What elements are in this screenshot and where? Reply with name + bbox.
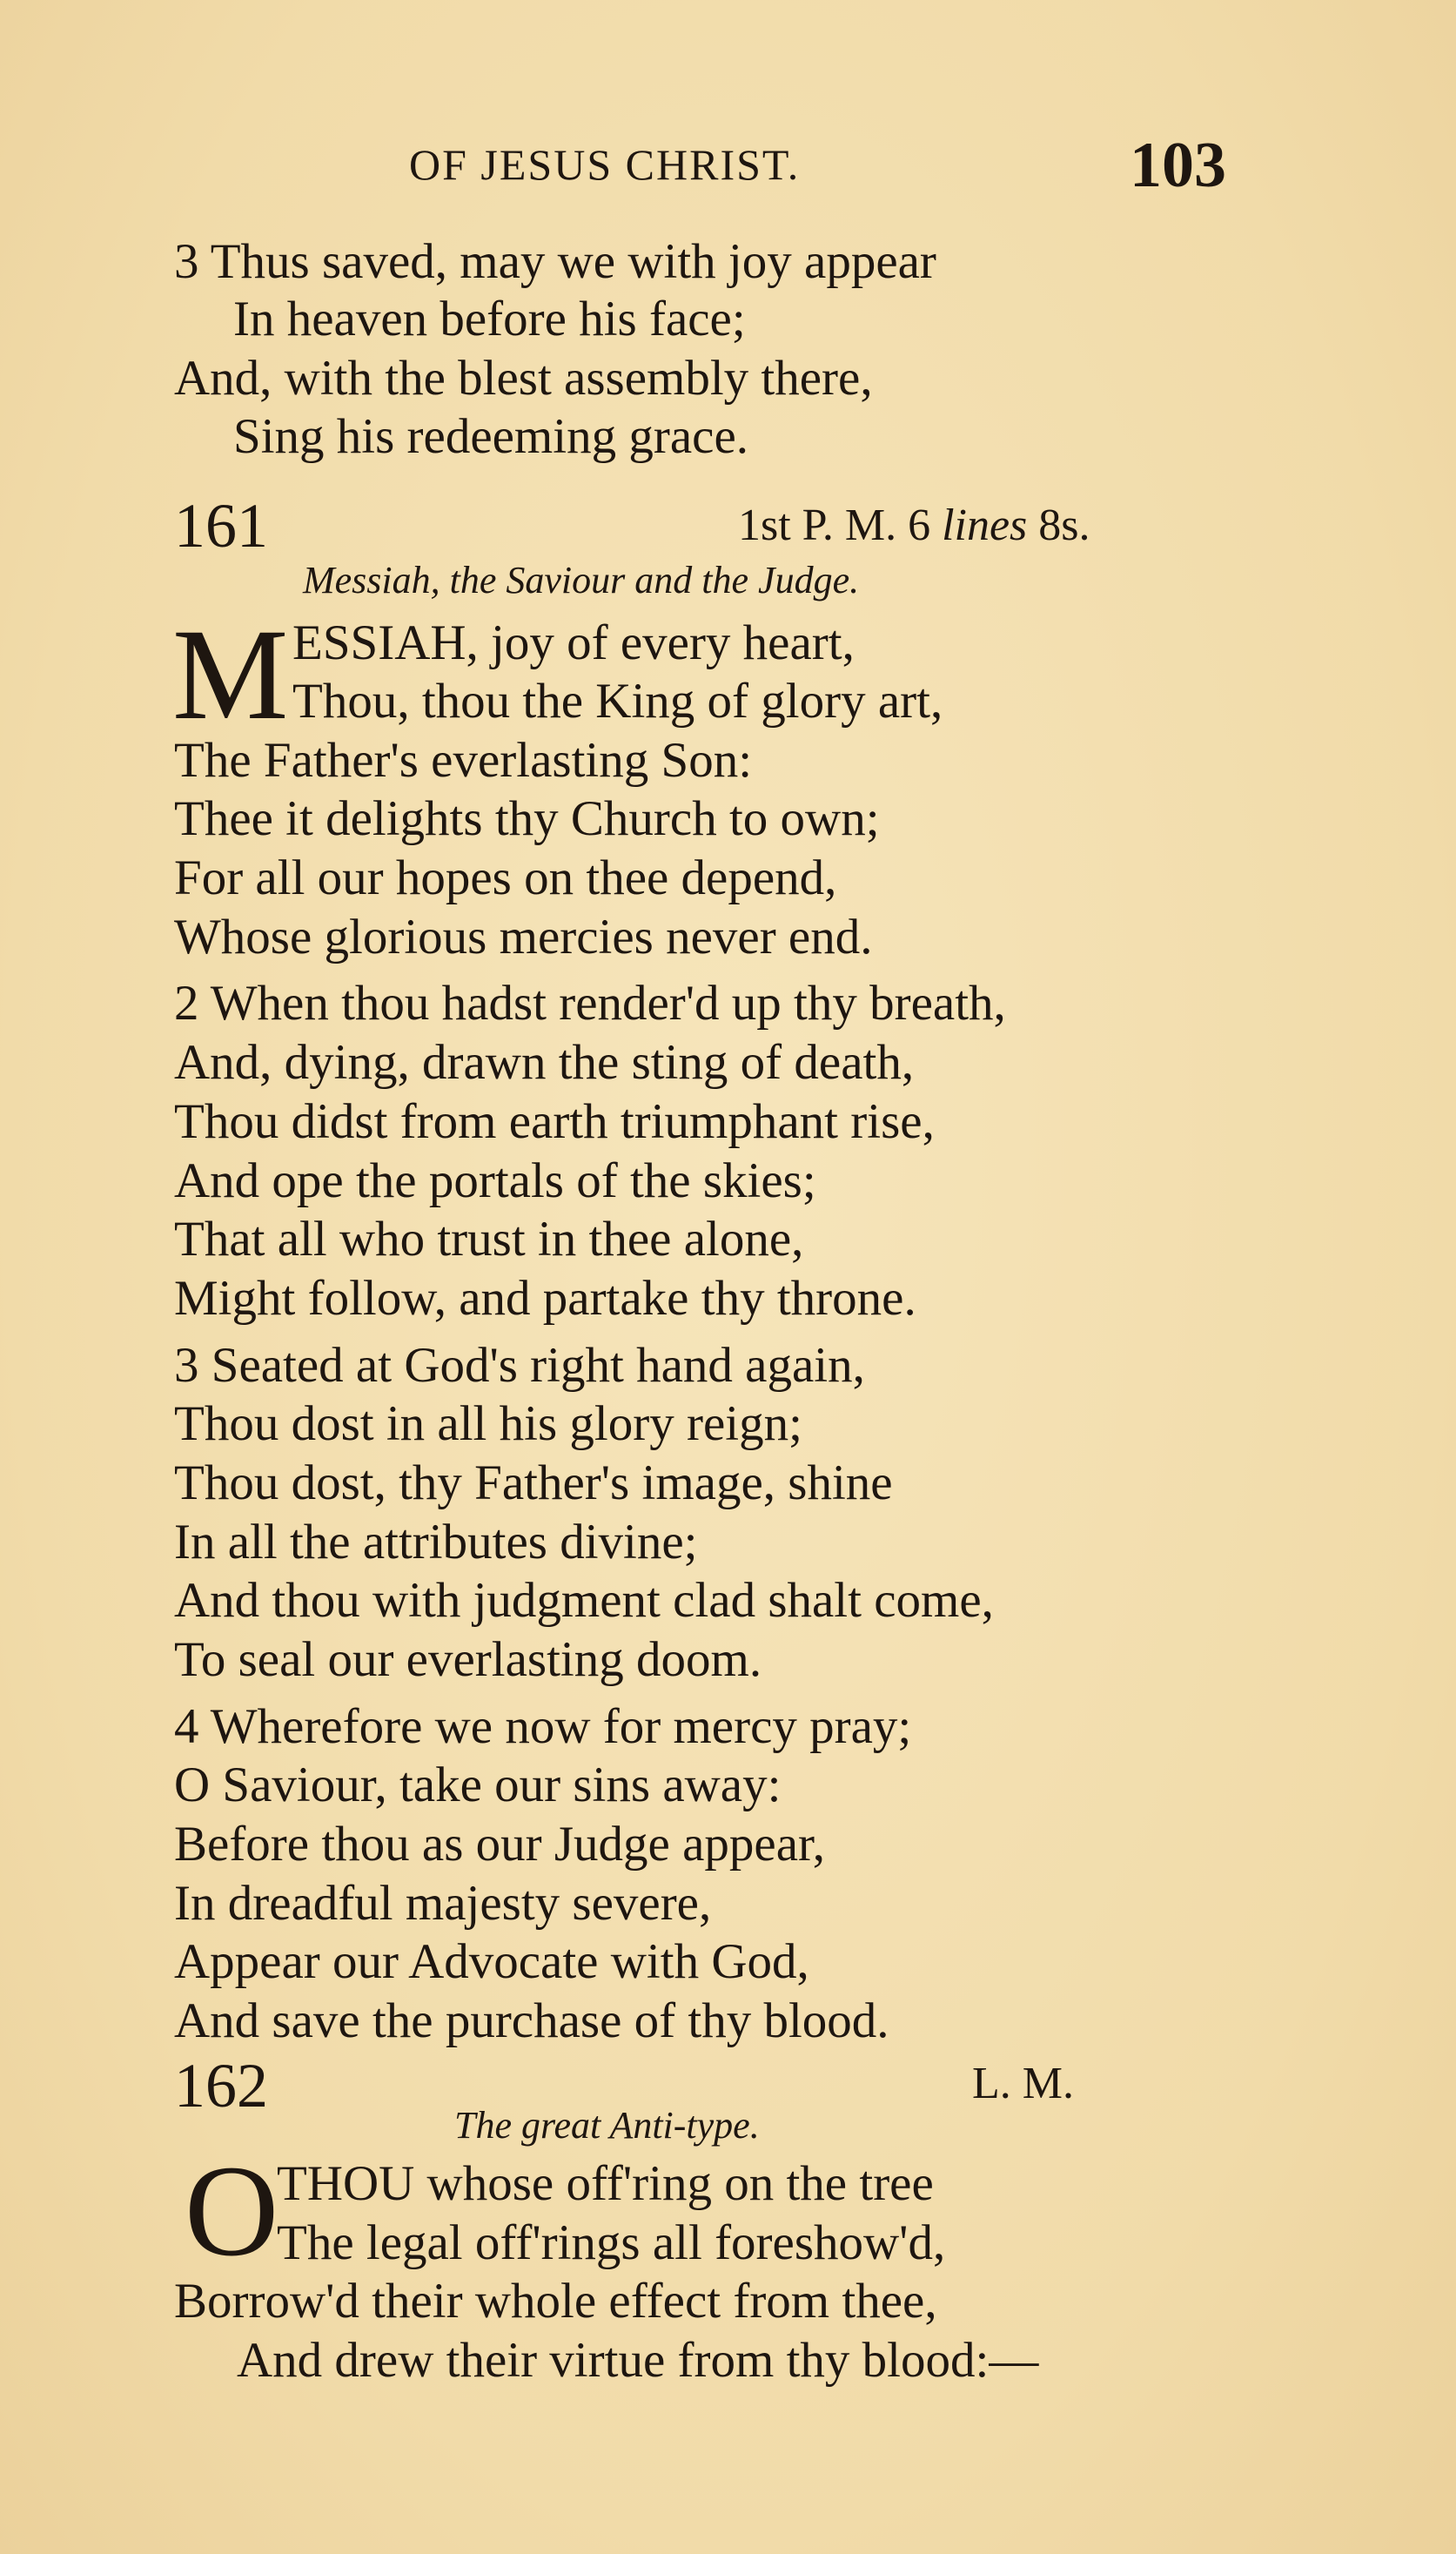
page-number: 103 [1130,130,1226,201]
verse-line: The legal off'rings all foreshow'd, [277,2215,946,2270]
verse-line: 3 Thus saved, may we with joy appear [174,234,936,289]
verse-line: Thee it delights thy Church to own; [174,791,880,846]
verse-line: In all the attributes divine; [174,1515,698,1569]
verse-line: And drew their virtue from thy blood:— [237,2333,1039,2388]
verse-line: Might follow, and partake thy throne. [174,1271,916,1326]
verse-line: 2 When thou hadst render'd up thy breath, [174,976,1006,1031]
hymn-number: 161 [174,491,268,561]
hymn-meter: 1st P. M. 6 lines 8s. [738,501,1090,550]
verse-line: Thou, thou the King of glory art, [292,674,943,729]
verse-line: The Father's everlasting Son: [174,733,753,788]
verse-line: ESSIAH, joy of every heart, [292,615,855,670]
verse-line: And thou with judgment clad shalt come, [174,1573,994,1628]
verse-line: In heaven before his face; [233,292,746,346]
verse-line: Thou dost, thy Father's image, shine [174,1455,893,1510]
verse-line: And ope the portals of the skies; [174,1153,816,1208]
hymn-title: Messiah, the Saviour and the Judge. [303,559,860,602]
verse-line: To seal our everlasting doom. [174,1632,762,1687]
verse-line: Sing his redeeming grace. [233,409,748,464]
verse-line: Thou dost in all his glory reign; [174,1396,802,1451]
drop-cap: O [185,2139,279,2283]
verse-line: 3 Seated at God's right hand again, [174,1338,865,1393]
verse-line: 4 Wherefore we now for mercy pray; [174,1699,912,1754]
verse-line: That all who trust in thee alone, [174,1212,804,1267]
verse-line: In dreadful majesty severe, [174,1876,712,1931]
verse-line: THOU whose off'ring on the tree [277,2156,934,2211]
verse-line: Borrow'd their whole effect from thee, [174,2274,937,2329]
verse-line: Before thou as our Judge appear, [174,1817,825,1872]
verse-line: For all our hopes on thee depend, [174,850,837,905]
hymn-number: 162 [174,2051,268,2120]
verse-line: Thou didst from earth triumphant rise, [174,1094,935,1149]
verse-line: O Saviour, take our sins away: [174,1758,782,1812]
verse-line: Whose glorious mercies never end. [174,910,873,964]
verse-line: And, with the blest assembly there, [174,351,873,406]
hymn-meter: L. M. [972,2059,1074,2108]
hymn-title: The great Anti-type. [454,2104,760,2147]
drop-cap: M [172,602,289,747]
verse-line: And, dying, drawn the sting of death, [174,1035,915,1090]
verse-line: And save the purchase of thy blood. [174,1993,889,2048]
verse-line: Appear our Advocate with God, [174,1934,809,1989]
running-title: OF JESUS CHRIST. [409,140,801,189]
